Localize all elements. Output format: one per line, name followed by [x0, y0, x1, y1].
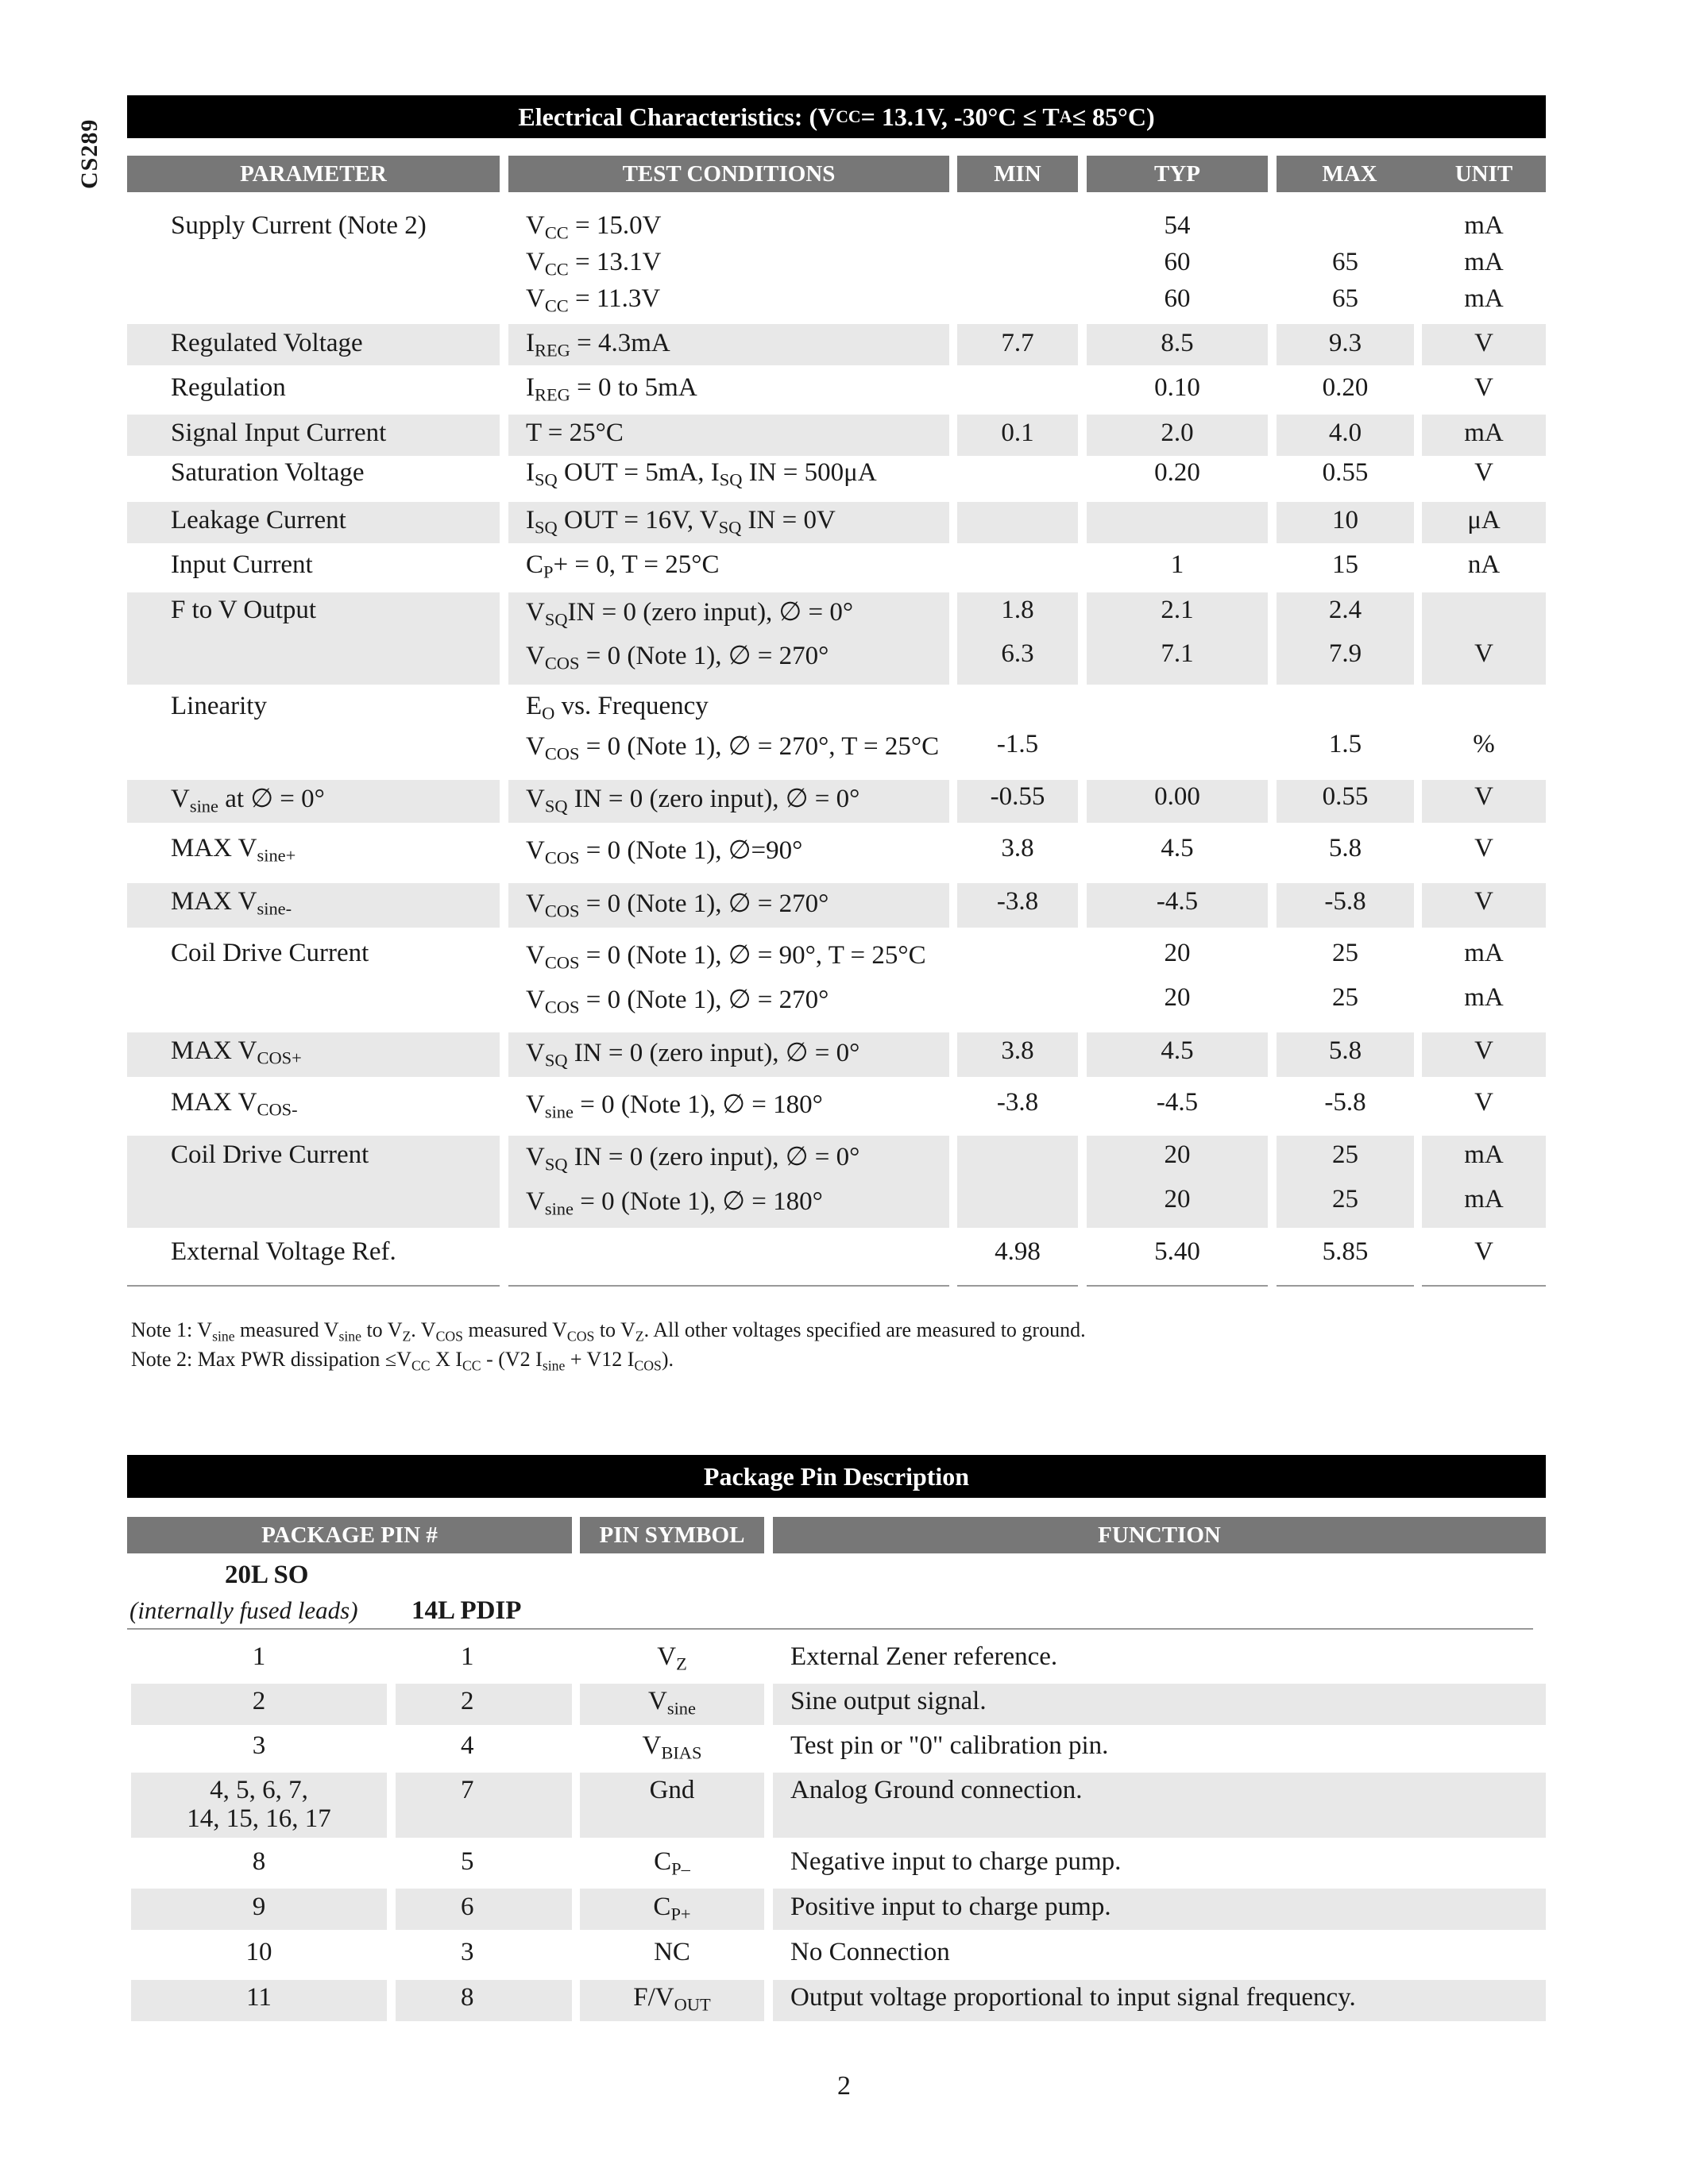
- max-coil-drive-2b: 25: [1332, 1185, 1358, 1214]
- pin-pdip: 4: [461, 1731, 474, 1760]
- typ-max-vsine-minus: -4.5: [1156, 887, 1199, 916]
- pin-symbol: Gnd: [649, 1776, 695, 1804]
- pin-function: Analog Ground connection.: [790, 1776, 1083, 1804]
- cond-saturation-voltage: $I_{SQ}$ OUT = 5mA, $I_{SQ}$ IN = 500μA: [526, 458, 877, 490]
- param-leakage-current: Leakage Current: [171, 506, 346, 534]
- typ-coil-drive-2b: 20: [1164, 1185, 1191, 1214]
- unit-signal-input-current: mA: [1464, 419, 1504, 447]
- pin-symbol: $V_Z$: [657, 1642, 687, 1674]
- typ-external-voltage-ref: 5.40: [1154, 1237, 1200, 1266]
- typ-vsine: 0.00: [1154, 782, 1200, 811]
- unit-regulated-voltage: V: [1474, 329, 1493, 357]
- pin-function: External Zener reference.: [790, 1642, 1058, 1671]
- cond-coil-drive-2b: $V_{sine} = 0$ (Note 1), ∅ = 180°: [526, 1187, 823, 1219]
- cond-regulated-voltage: $I_{REG} = 4.3mA$: [526, 329, 670, 361]
- min-max-vcos-plus: 3.8: [1001, 1036, 1034, 1065]
- pin-so: 11: [246, 1983, 272, 2012]
- typ-regulated-voltage: 8.5: [1161, 329, 1194, 357]
- param-max-vcos-plus: MAX $V_{COS+}$: [171, 1036, 302, 1068]
- typ-supply-1: 54: [1164, 211, 1191, 240]
- param-coil-drive-current-1: Coil Drive Current: [171, 939, 369, 967]
- param-regulation: Regulation: [171, 373, 286, 402]
- max-coil-drive-1b: 25: [1332, 983, 1358, 1012]
- page-number: 2: [837, 2071, 851, 2101]
- typ-max-vsine-plus: 4.5: [1161, 834, 1194, 862]
- cond-supply-1: $V_{CC} = 15.0V$: [526, 211, 662, 243]
- part-number-label: CS289: [76, 118, 102, 189]
- typ-f-to-v-1: 2.1: [1161, 596, 1194, 624]
- pin-so: 4, 5, 6, 7,: [210, 1776, 308, 1804]
- cond-linearity-1: $E_O$ vs. Frequency: [526, 692, 709, 723]
- max-input-current: 15: [1332, 550, 1358, 579]
- cond-supply-2: $V_{CC} = 13.1V$: [526, 248, 662, 280]
- unit-f-to-v: V: [1474, 639, 1493, 668]
- cond-vsine: $V_{SQ}$ IN = 0 (zero input), ∅ = 0°: [526, 785, 860, 816]
- max-max-vsine-minus: -5.8: [1324, 887, 1366, 916]
- typ-coil-drive-1b: 20: [1164, 983, 1191, 1012]
- pin-pdip: 1: [461, 1642, 474, 1671]
- header-max: MAX: [1277, 156, 1423, 192]
- typ-coil-drive-1a: 20: [1164, 939, 1191, 967]
- pin-symbol: $F/V_{OUT}$: [633, 1983, 711, 2015]
- cond-f-to-v-1: $V_{SQ}IN = 0$ (zero input), ∅ = 0°: [526, 598, 854, 630]
- max-f-to-v-1: 2.4: [1328, 596, 1362, 624]
- header-pin-symbol: PIN SYMBOL: [580, 1517, 764, 1553]
- max-f-to-v-2: 7.9: [1328, 639, 1362, 668]
- min-f-to-v-1: 1.8: [1001, 596, 1034, 624]
- unit-coil-drive-1b: mA: [1464, 983, 1504, 1012]
- pin-pdip: 6: [461, 1893, 474, 1921]
- header-parameter: PARAMETER: [127, 156, 500, 192]
- header-function: FUNCTION: [773, 1517, 1546, 1553]
- unit-coil-drive-1a: mA: [1464, 939, 1504, 967]
- min-linearity: -1.5: [996, 730, 1039, 758]
- max-max-vcos-plus: 5.8: [1328, 1036, 1362, 1065]
- note-1: Note 1: $V_{sine}$ measured $V_{sine}$ to $V_Z$. $V_{COS}$ measured $V_{COS}$ to $V_Z$. All other voltages specified are measured to ground.: [131, 1318, 1086, 1345]
- param-linearity: Linearity: [171, 692, 267, 720]
- cond-leakage-current: $I_{SQ}$ OUT = 16V, $V_{SQ}$ IN = 0V: [526, 506, 836, 538]
- header-test-conditions: TEST CONDITIONS: [508, 156, 949, 192]
- pin-function: Positive input to charge pump.: [790, 1893, 1111, 1921]
- typ-regulation: 0.10: [1154, 373, 1200, 402]
- param-supply-current: Supply Current (Note 2): [171, 211, 427, 240]
- cond-linearity-2: $V_{COS} = 0$ (Note 1), ∅ = 270°, T = 25°C: [526, 732, 940, 764]
- unit-max-vcos-plus: V: [1474, 1036, 1493, 1065]
- max-supply-3: 65: [1332, 284, 1358, 313]
- unit-linearity: %: [1473, 730, 1495, 758]
- typ-f-to-v-2: 7.1: [1161, 639, 1194, 668]
- header-min: MIN: [957, 156, 1078, 192]
- max-leakage-current: 10: [1332, 506, 1358, 534]
- typ-signal-input-current: 2.0: [1161, 419, 1194, 447]
- cond-coil-drive-2a: $V_{SQ}$ IN = 0 (zero input), ∅ = 0°: [526, 1143, 860, 1175]
- unit-max-vcos-minus: V: [1474, 1088, 1493, 1117]
- cond-regulation: $I_{REG} = 0$ to 5mA: [526, 373, 697, 405]
- pin-pdip: 8: [461, 1983, 474, 2012]
- param-saturation-voltage: Saturation Voltage: [171, 458, 365, 487]
- param-regulated-voltage: Regulated Voltage: [171, 329, 363, 357]
- max-external-voltage-ref: 5.85: [1322, 1237, 1369, 1266]
- pin-symbol: $C_{P+}$: [653, 1893, 691, 1924]
- note-2: Note 2: Max PWR dissipation $\le V_{CC}$ X $I_{CC} - (V2$ $I_{sine} + V12$ $I_{COS}$).: [131, 1348, 674, 1374]
- unit-vsine: V: [1474, 782, 1493, 811]
- min-regulated-voltage: 7.7: [1001, 329, 1034, 357]
- min-max-vsine-minus: -3.8: [996, 887, 1039, 916]
- unit-supply-1: mA: [1464, 211, 1504, 240]
- typ-supply-3: 60: [1164, 284, 1191, 313]
- pin-pdip: 5: [461, 1847, 474, 1876]
- max-supply-2: 65: [1332, 248, 1358, 276]
- typ-saturation-voltage: 0.20: [1154, 458, 1200, 487]
- pin-pdip: 2: [461, 1687, 474, 1715]
- unit-input-current: nA: [1467, 550, 1501, 579]
- typ-input-current: 1: [1170, 550, 1184, 579]
- param-max-vsine-plus: MAX $V_{sine+}$: [171, 834, 296, 866]
- param-vsine: $V_{sine}$ at ∅ = 0°: [171, 785, 325, 816]
- pin-so: 10: [245, 1938, 272, 1966]
- unit-coil-drive-2b: mA: [1464, 1185, 1504, 1214]
- unit-supply-2: mA: [1464, 248, 1504, 276]
- typ-max-vcos-plus: 4.5: [1161, 1036, 1194, 1065]
- unit-coil-drive-2a: mA: [1464, 1140, 1504, 1169]
- param-input-current: Input Current: [171, 550, 313, 579]
- min-vsine: -0.55: [990, 782, 1045, 811]
- cond-max-vsine-minus: $V_{COS} = 0$ (Note 1), ∅ = 270°: [526, 889, 829, 921]
- param-max-vcos-minus: MAX $V_{COS-}$: [171, 1088, 298, 1120]
- cond-max-vsine-plus: $V_{COS} = 0$ (Note 1), ∅=90°: [526, 836, 803, 868]
- param-signal-input-current: Signal Input Current: [171, 419, 387, 447]
- max-regulated-voltage: 9.3: [1328, 329, 1362, 357]
- max-coil-drive-1a: 25: [1332, 939, 1358, 967]
- so-sublabel: (internally fused leads): [129, 1596, 358, 1624]
- max-saturation-voltage: 0.55: [1322, 458, 1369, 487]
- max-max-vsine-plus: 5.8: [1328, 834, 1362, 862]
- min-max-vsine-plus: 3.8: [1001, 834, 1034, 862]
- pin-function: No Connection: [790, 1938, 950, 1966]
- electrical-characteristics-title: Electrical Characteristics: (V CC = 13.1V, -30°C ≤ T A ≤ 85°C): [127, 95, 1546, 138]
- unit-supply-3: mA: [1464, 284, 1504, 313]
- typ-supply-2: 60: [1164, 248, 1191, 276]
- max-signal-input-current: 4.0: [1328, 419, 1362, 447]
- pin-function: Sine output signal.: [790, 1687, 987, 1715]
- unit-saturation-voltage: V: [1474, 458, 1493, 487]
- param-f-to-v-output: F to V Output: [171, 596, 317, 624]
- cond-coil-drive-1b: $V_{COS} = 0$ (Note 1), ∅ = 270°: [526, 986, 829, 1017]
- cond-max-vcos-minus: $V_{sine} = 0$ (Note 1), ∅ = 180°: [526, 1090, 823, 1122]
- header-unit: UNIT: [1422, 156, 1546, 192]
- package-pin-description-title: Package Pin Description: [127, 1455, 1546, 1498]
- max-max-vcos-minus: -5.8: [1324, 1088, 1366, 1117]
- unit-max-vsine-plus: V: [1474, 834, 1493, 862]
- max-vsine: 0.55: [1322, 782, 1369, 811]
- pin-so: 2: [252, 1687, 266, 1715]
- cond-coil-drive-1a: $V_{COS} = 0$ (Note 1), ∅ = 90°, T = 25°C: [526, 941, 926, 973]
- so-label: 20L SO: [225, 1561, 309, 1589]
- min-max-vcos-minus: -3.8: [996, 1088, 1039, 1117]
- min-signal-input-current: 0.1: [1001, 419, 1034, 447]
- cond-max-vcos-plus: $V_{SQ}$ IN = 0 (zero input), ∅ = 0°: [526, 1039, 860, 1071]
- pin-symbol: $V_{sine}$: [648, 1687, 696, 1719]
- max-regulation: 0.20: [1322, 373, 1369, 402]
- unit-external-voltage-ref: V: [1474, 1237, 1493, 1266]
- min-external-voltage-ref: 4.98: [995, 1237, 1041, 1266]
- param-max-vsine-minus: MAX $V_{sine-}$: [171, 887, 292, 919]
- pin-subheader-rule: [127, 1628, 1533, 1630]
- cond-signal-input-current: T = 25°C: [526, 419, 624, 447]
- pin-pdip: 3: [461, 1938, 474, 1966]
- typ-coil-drive-2a: 20: [1164, 1140, 1191, 1169]
- unit-regulation: V: [1474, 373, 1493, 402]
- pin-pdip: 7: [461, 1776, 474, 1804]
- pin-symbol: $V_{BIAS}$: [642, 1731, 702, 1763]
- cond-f-to-v-2: $V_{COS} = 0$ (Note 1), ∅ = 270°: [526, 642, 829, 673]
- header-package-pin: PACKAGE PIN #: [127, 1517, 572, 1553]
- pin-so-continued: 14, 15, 16, 17: [187, 1804, 331, 1833]
- cond-supply-3: $V_{CC} = 11.3V$: [526, 284, 661, 316]
- pin-function: Output voltage proportional to input signal frequency.: [790, 1983, 1356, 2012]
- pin-function: Negative input to charge pump.: [790, 1847, 1122, 1876]
- unit-max-vsine-minus: V: [1474, 887, 1493, 916]
- unit-leakage-current: μA: [1467, 506, 1501, 534]
- min-f-to-v-2: 6.3: [1001, 639, 1034, 668]
- max-coil-drive-2a: 25: [1332, 1140, 1358, 1169]
- pin-so: 8: [252, 1847, 266, 1876]
- pin-symbol: $C_{P-}$: [654, 1847, 690, 1879]
- typ-max-vcos-minus: -4.5: [1156, 1088, 1199, 1117]
- param-coil-drive-current-2: Coil Drive Current: [171, 1140, 369, 1169]
- param-external-voltage-ref: External Voltage Ref.: [171, 1237, 396, 1266]
- pdip-label: 14L PDIP: [411, 1596, 522, 1625]
- pin-function: Test pin or "0" calibration pin.: [790, 1731, 1109, 1760]
- max-linearity: 1.5: [1328, 730, 1362, 758]
- header-typ: TYP: [1087, 156, 1268, 192]
- pin-so: 1: [252, 1642, 266, 1671]
- pin-so: 3: [252, 1731, 266, 1760]
- pin-so: 9: [252, 1893, 266, 1921]
- pin-symbol: NC: [654, 1938, 690, 1966]
- cond-input-current: $C_P+ = 0$, T = 25°C: [526, 550, 720, 582]
